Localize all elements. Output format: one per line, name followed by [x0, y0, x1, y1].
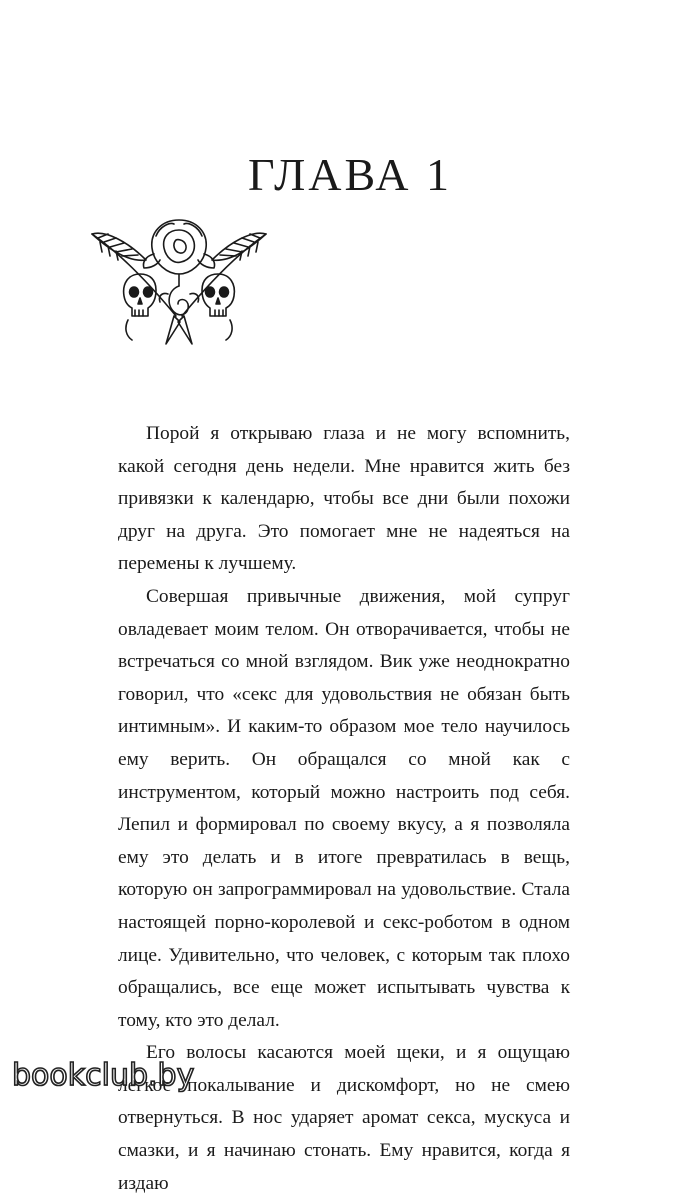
- watermark: bookclub.by: [12, 1058, 195, 1093]
- chapter-title: ГЛАВА 1: [247, 149, 453, 200]
- paragraph: Совершая привычные движения, мой супруг овладевает моим телом. Он отворачивается, чтобы не встречаться со мной взглядом. Вик уже неоднократно говорил, что «секс для удовольствия не обязан быть интимным». И каким-то образом мое тело научилось ему верить. Он обращался со мной как с инструментом, который можно настроить под себя. Лепил и формировал по своему вкусу, а я позволяла ему это делать и в итоге превратилась в вещь, которую он запрограммировал на удовольствие. Стала настоящей порно-королевой и секс-роботом в одном лице. Удивительно, что человек, с которым так плохо обращались, все еще может испытывать чувства к тому, кто это делал.: [118, 585, 570, 1031]
- paragraph: Его волосы касаются моей щеки, и я ощущаю легкое покалывание и дискомфорт, но не смею отвернуться. В нос ударяет аромат секса, мускуса и смазки, и я начинаю стонать. Ему нравится, когда я издаю: [118, 1042, 570, 1194]
- rose-skulls-feathers-icon: [88, 212, 270, 350]
- paragraph: Порой я открываю глаза и не могу вспомнить, какой сегодня день недели. Мне нравится жить без привязки к календарю, чтобы все дни были похожи друг на друга. Это помогает мне не надеяться на перемены к лучшему.: [118, 423, 570, 575]
